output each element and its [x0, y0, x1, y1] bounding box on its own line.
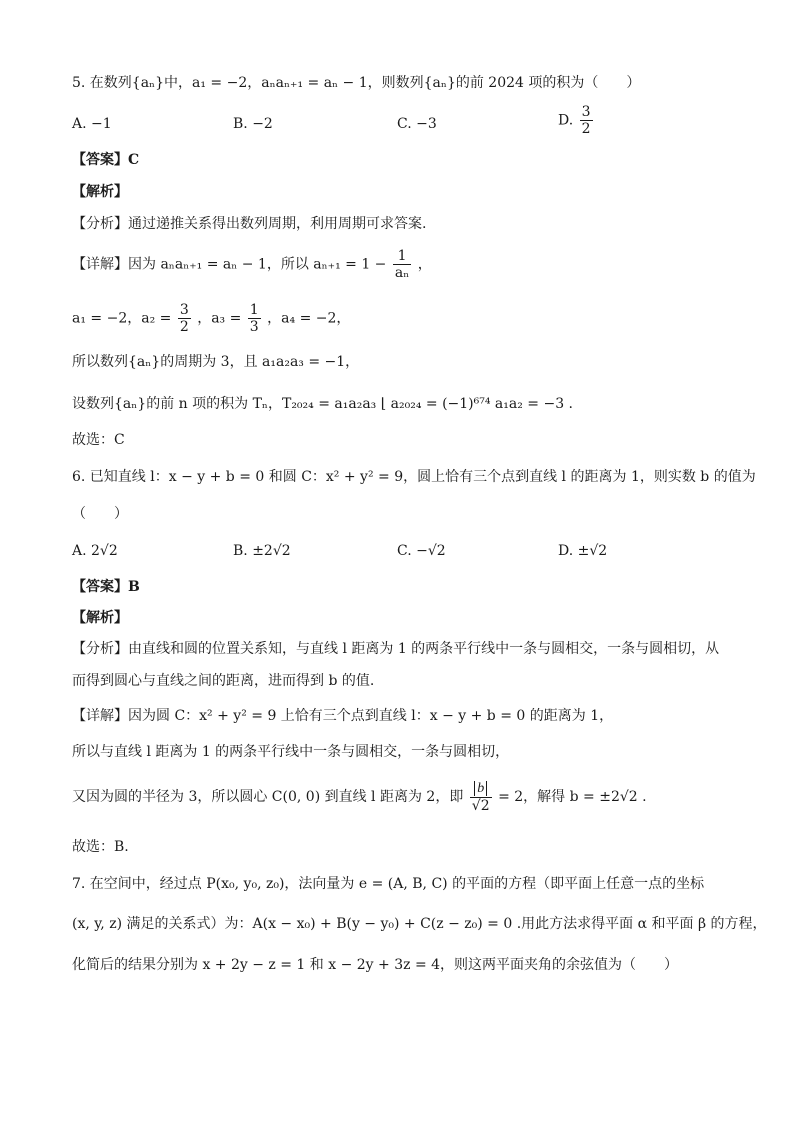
q5-product: 设数列{aₙ}的前 n 项的积为 Tₙ，T₂₀₂₄ = a₁a₂a₃ ⌊ a₂₀₂₄ = (−1)⁶⁷⁴ a₁a₂ = −3 . [72, 396, 573, 412]
q5-values [72, 302, 350, 335]
q6-option-b: B. ±2√2 [233, 543, 291, 559]
q5-option-b: B. −2 [233, 116, 273, 132]
q6-choose: 故选：B. [72, 839, 129, 855]
q5-detail-den: aₙ [394, 265, 410, 281]
q6-detail-3-pre: 又因为圆的半径为 3，所以圆心 C(0, 0) 到直线 l 距离为 2，即 [72, 789, 464, 805]
q5-option-c: C. −3 [397, 116, 437, 132]
q5-values-a4: ，a₄ = −2， [267, 310, 351, 327]
q5-option-d-den: 2 [581, 121, 591, 137]
q5-option-d-label: D. [558, 112, 574, 129]
q6-stem-paren: （ ） [72, 506, 128, 522]
q6-detail-3-den: √2 [471, 798, 490, 814]
q5-values-a2-den: 2 [179, 319, 189, 335]
q5-period: 所以数列{aₙ}的周期为 3，且 a₁a₂a₃ = −1， [72, 354, 360, 370]
q5-values-a3-num: 1 [249, 302, 259, 318]
q5-option-d-num: 3 [581, 104, 591, 120]
q6-jiexi: 【解析】 [72, 610, 128, 626]
q5-values-a3-fraction [248, 302, 261, 335]
q5-option-a: A. −1 [72, 116, 112, 132]
q6-analysis-2: 而得到圆心与直线之间的距离，进而得到 b 的值. [72, 673, 375, 689]
q6-detail-3-fraction [470, 780, 492, 814]
q5-values-a1: a₁ = −2，a₂ = [72, 310, 172, 327]
q5-option-d-fraction [580, 104, 593, 137]
q6-detail-1: 【详解】因为圆 C：x² + y² = 9 上恰有三个点到直线 l：x − y + b = 0 的距离为 1， [72, 708, 614, 724]
q5-detail-num: 1 [393, 248, 411, 265]
q5-jiexi: 【解析】 [72, 184, 128, 200]
q6-detail-2: 所以与直线 l 距离为 1 的两条平行线中一条与圆相交，一条与圆相切， [72, 744, 510, 760]
q5-answer: 【答案】C [72, 152, 140, 168]
q5-analysis: 【分析】通过递推关系得出数列周期，利用周期可求答案. [72, 216, 427, 232]
q5-stem: 5. 在数列{aₙ}中，a₁ = −2，aₙaₙ₊₁ = aₙ − 1，则数列{aₙ}的前 2024 项的积为（ ） [72, 75, 641, 91]
q6-detail-3 [72, 780, 647, 814]
q7-line-1: 7. 在空间中，经过点 P(x₀, y₀, z₀)，法向量为 e = (A, B, C) 的平面的方程（即平面上任意一点的坐标 [72, 876, 705, 892]
q5-detail-post: ， [417, 256, 432, 273]
q6-analysis-1: 【分析】由直线和圆的位置关系知，与直线 l 距离为 1 的两条平行线中一条与圆相交，一条与圆相切，从 [72, 641, 720, 657]
q5-choose: 故选：C [72, 432, 125, 448]
q5-detail-pre: 【详解】因为 aₙaₙ₊₁ = aₙ − 1，所以 aₙ₊₁ = 1 − [72, 256, 387, 273]
q6-option-a: A. 2√2 [72, 543, 118, 559]
q6-option-c: C. −√2 [397, 543, 446, 559]
q6-detail-3-num [470, 780, 492, 798]
q6-answer: 【答案】B [72, 579, 140, 595]
q5-detail-fraction [393, 248, 411, 281]
q6-detail-3-abs: b [474, 781, 487, 796]
q6-detail-3-post: = 2，解得 b = ±2√2 . [498, 789, 647, 805]
q5-values-a2-fraction [178, 302, 191, 335]
q6-stem: 6. 已知直线 l：x − y + b = 0 和圆 C：x² + y² = 9，圆上恰有三个点到直线 l 的距离为 1，则实数 b 的值为 [72, 469, 756, 485]
q7-line-2: (x, y, z) 满足的关系式）为：A(x − x₀) + B(y − y₀) + C(z − z₀) = 0 .用此方法求得平面 α 和平面 β 的方程， [72, 916, 767, 932]
q5-option-d [558, 104, 595, 137]
q5-values-a3-den: 3 [249, 319, 259, 335]
q7-line-3: 化简后的结果分别为 x + 2y − z = 1 和 x − 2y + 3z = 4，则这两平面夹角的余弦值为（ ） [72, 957, 679, 973]
q6-option-d: D. ±√2 [558, 543, 608, 559]
q5-values-a2-num: 3 [179, 302, 189, 318]
q5-detail [72, 248, 432, 281]
q5-values-a3: ，a₃ = [197, 310, 242, 327]
